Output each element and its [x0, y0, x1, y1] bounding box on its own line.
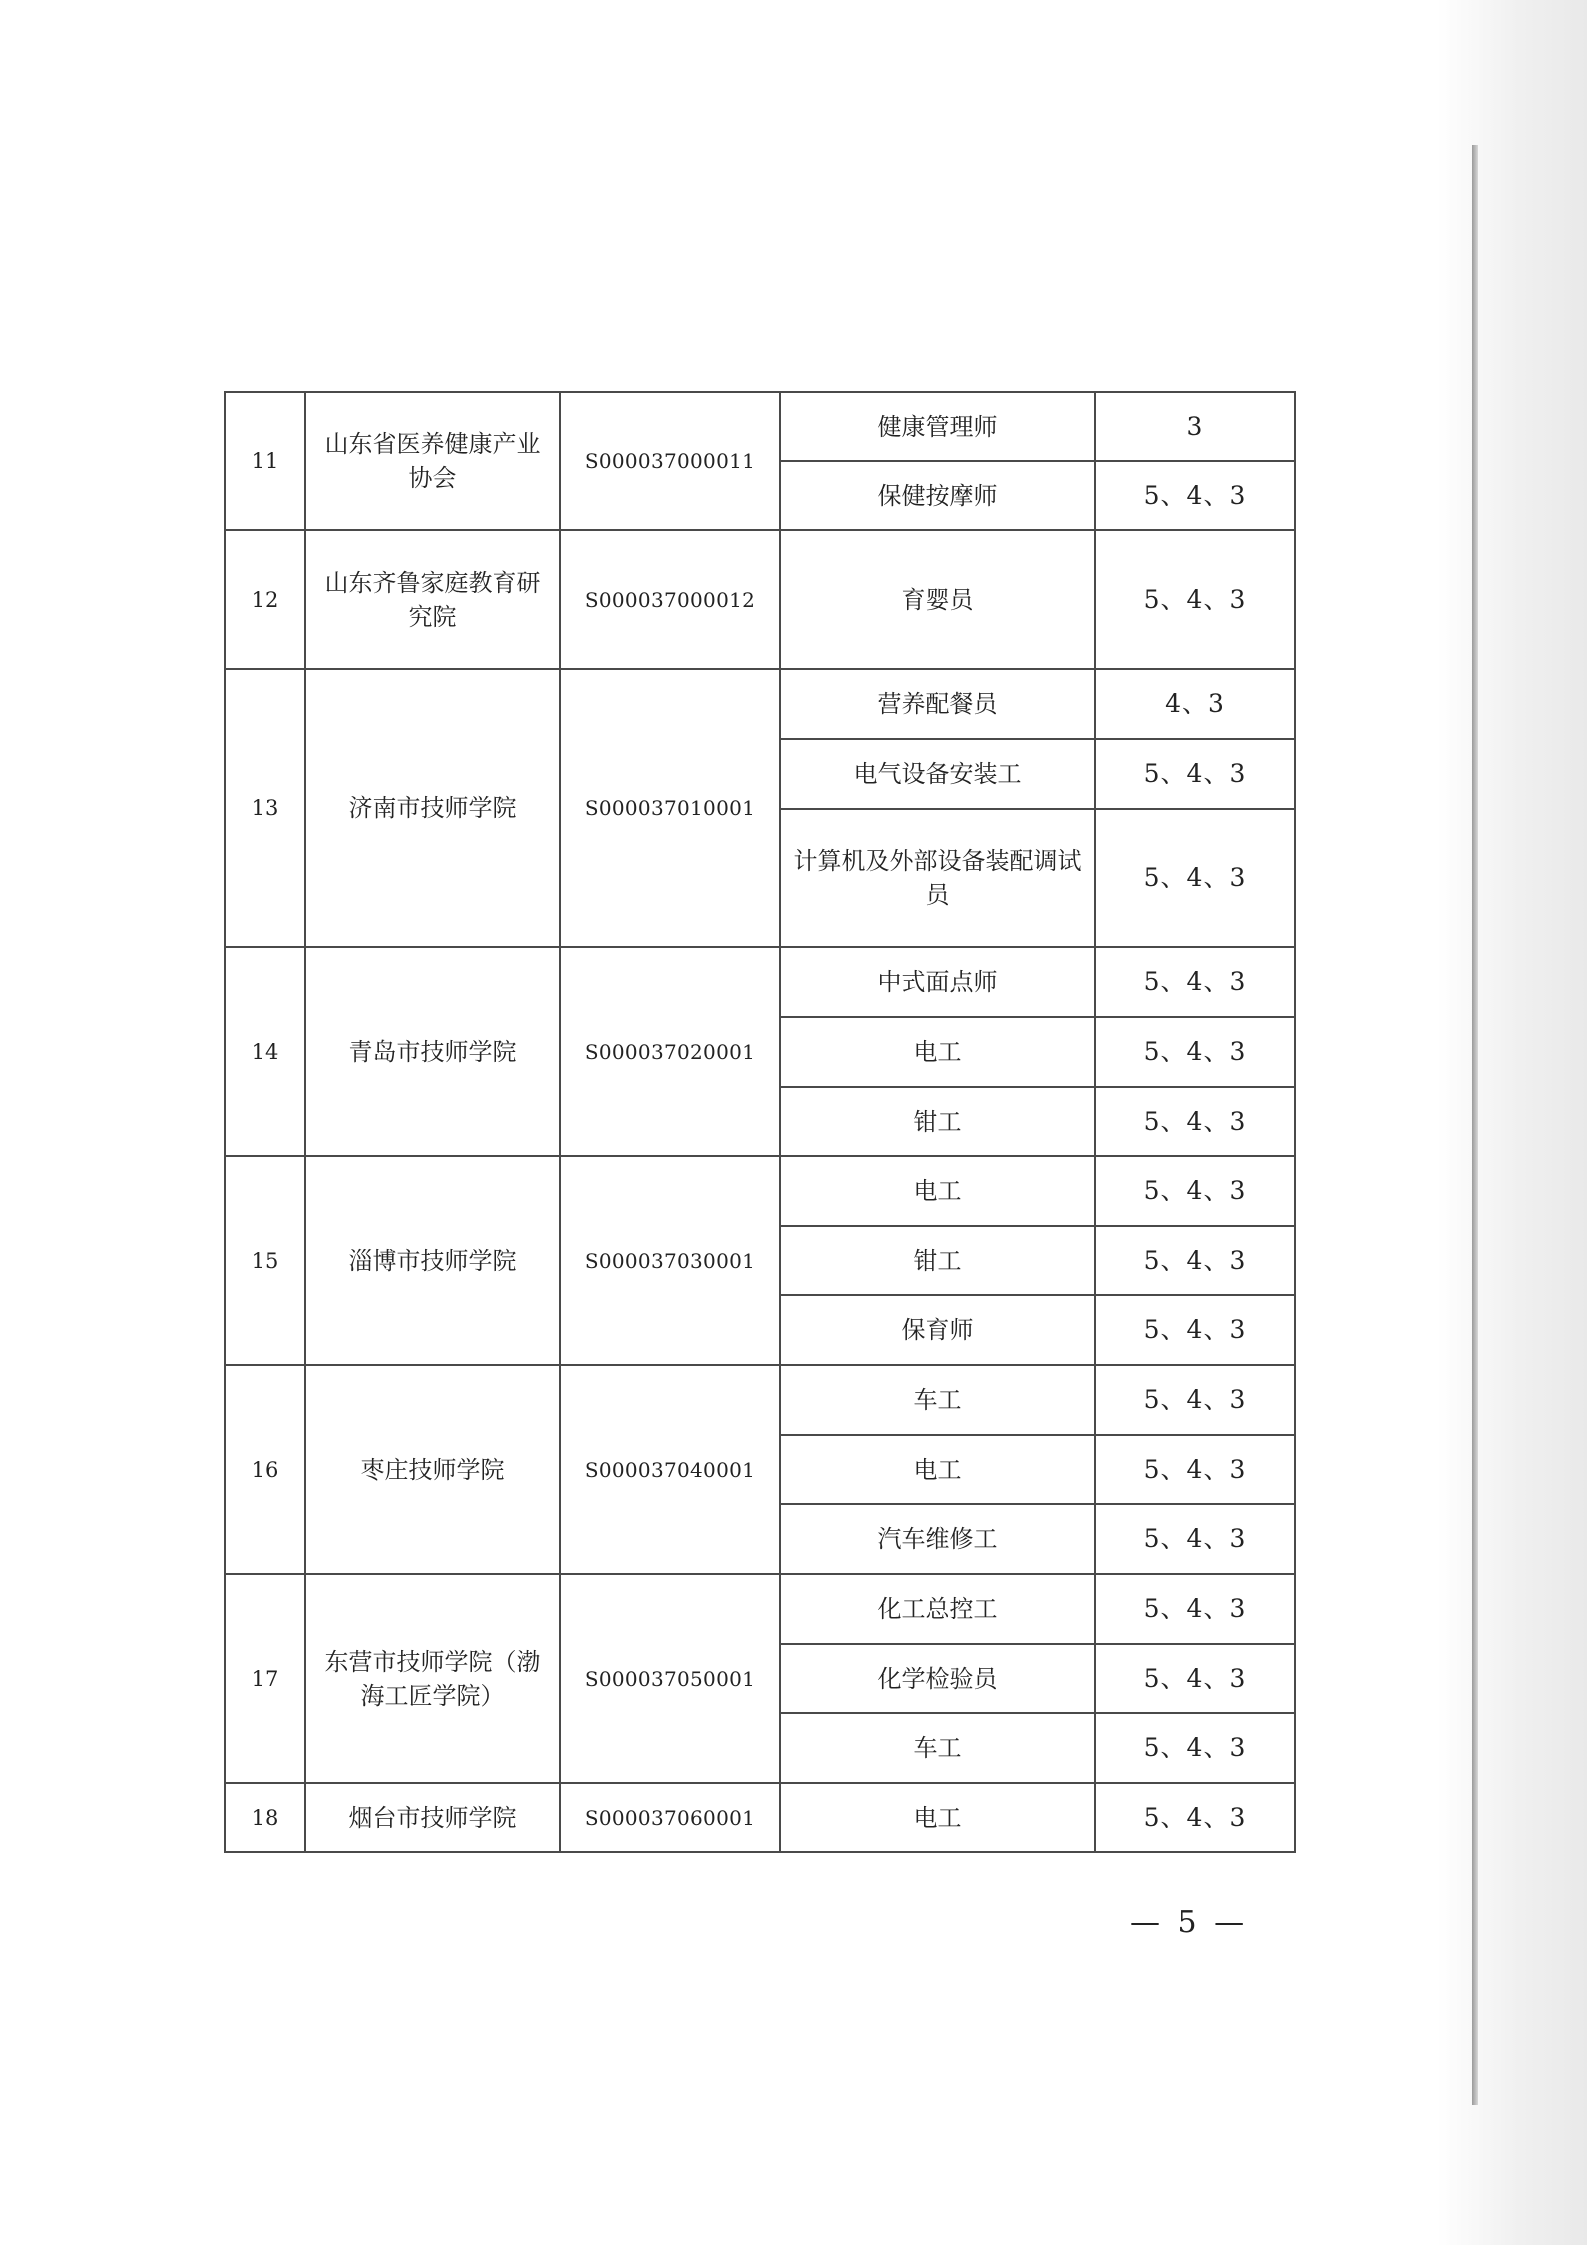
table-row [225, 669, 1295, 739]
organization-name: 烟台市技师学院 [305, 1783, 560, 1852]
skill-levels: 5、4、3 [1095, 530, 1295, 669]
occupation-name: 营养配餐员 [780, 669, 1095, 739]
skill-levels: 5、4、3 [1095, 809, 1295, 947]
page-number: — 5 — [1130, 1905, 1249, 1940]
table-row [225, 1156, 1295, 1226]
occupation-name: 化学检验员 [780, 1644, 1095, 1713]
skill-levels: 5、4、3 [1095, 1017, 1295, 1087]
skill-levels: 5、4、3 [1095, 1087, 1295, 1156]
table-row [225, 1574, 1295, 1644]
organization-code: S000037050001 [560, 1574, 780, 1783]
occupation-name: 保育师 [780, 1295, 1095, 1365]
occupation-name: 电工 [780, 1435, 1095, 1504]
page-margin-shadow [1437, 0, 1587, 2245]
skill-levels: 5、4、3 [1095, 1713, 1295, 1783]
organization-code: S000037030001 [560, 1156, 780, 1365]
skill-levels: 5、4、3 [1095, 1783, 1295, 1852]
skill-levels: 5、4、3 [1095, 1226, 1295, 1295]
occupation-name: 育婴员 [780, 530, 1095, 669]
assessment-agency-table [224, 391, 1296, 1853]
occupation-name: 车工 [780, 1365, 1095, 1435]
table-row [225, 530, 1295, 669]
skill-levels: 5、4、3 [1095, 1504, 1295, 1574]
organization-name: 山东省医养健康产业协会 [305, 392, 560, 530]
skill-levels: 5、4、3 [1095, 1435, 1295, 1504]
occupation-name: 钳工 [780, 1226, 1095, 1295]
table-row [225, 392, 1295, 461]
row-number: 18 [225, 1783, 305, 1852]
organization-name: 济南市技师学院 [305, 669, 560, 947]
skill-levels: 5、4、3 [1095, 461, 1295, 530]
occupation-name: 保健按摩师 [780, 461, 1095, 530]
row-number: 15 [225, 1156, 305, 1365]
row-number: 11 [225, 392, 305, 530]
organization-name: 淄博市技师学院 [305, 1156, 560, 1365]
skill-levels: 5、4、3 [1095, 1295, 1295, 1365]
row-number: 12 [225, 530, 305, 669]
occupation-name: 汽车维修工 [780, 1504, 1095, 1574]
table-row [225, 947, 1295, 1017]
organization-name: 东营市技师学院（渤海工匠学院） [305, 1574, 560, 1783]
occupation-name: 钳工 [780, 1087, 1095, 1156]
row-number: 16 [225, 1365, 305, 1574]
occupation-name: 电工 [780, 1156, 1095, 1226]
organization-code: S000037020001 [560, 947, 780, 1156]
organization-code: S000037040001 [560, 1365, 780, 1574]
occupation-name: 电气设备安装工 [780, 739, 1095, 809]
row-number: 14 [225, 947, 305, 1156]
page-edge [1472, 145, 1478, 2105]
organization-name: 青岛市技师学院 [305, 947, 560, 1156]
organization-code: S000037010001 [560, 669, 780, 947]
organization-code: S000037000011 [560, 392, 780, 530]
occupation-name: 电工 [780, 1783, 1095, 1852]
occupation-name: 中式面点师 [780, 947, 1095, 1017]
skill-levels: 3 [1095, 392, 1295, 461]
skill-levels: 5、4、3 [1095, 1574, 1295, 1644]
skill-levels: 5、4、3 [1095, 1365, 1295, 1435]
occupation-name: 计算机及外部设备装配调试员 [780, 809, 1095, 947]
skill-levels: 5、4、3 [1095, 1644, 1295, 1713]
occupation-name: 电工 [780, 1017, 1095, 1087]
skill-levels: 5、4、3 [1095, 1156, 1295, 1226]
row-number: 13 [225, 669, 305, 947]
table-row [225, 1365, 1295, 1435]
table-row [225, 1783, 1295, 1852]
skill-levels: 5、4、3 [1095, 739, 1295, 809]
organization-name: 枣庄技师学院 [305, 1365, 560, 1574]
skill-levels: 4、3 [1095, 669, 1295, 739]
occupation-name: 健康管理师 [780, 392, 1095, 461]
occupation-name: 车工 [780, 1713, 1095, 1783]
organization-code: S000037060001 [560, 1783, 780, 1852]
occupation-name: 化工总控工 [780, 1574, 1095, 1644]
skill-levels: 5、4、3 [1095, 947, 1295, 1017]
organization-code: S000037000012 [560, 530, 780, 669]
organization-name: 山东齐鲁家庭教育研究院 [305, 530, 560, 669]
row-number: 17 [225, 1574, 305, 1783]
